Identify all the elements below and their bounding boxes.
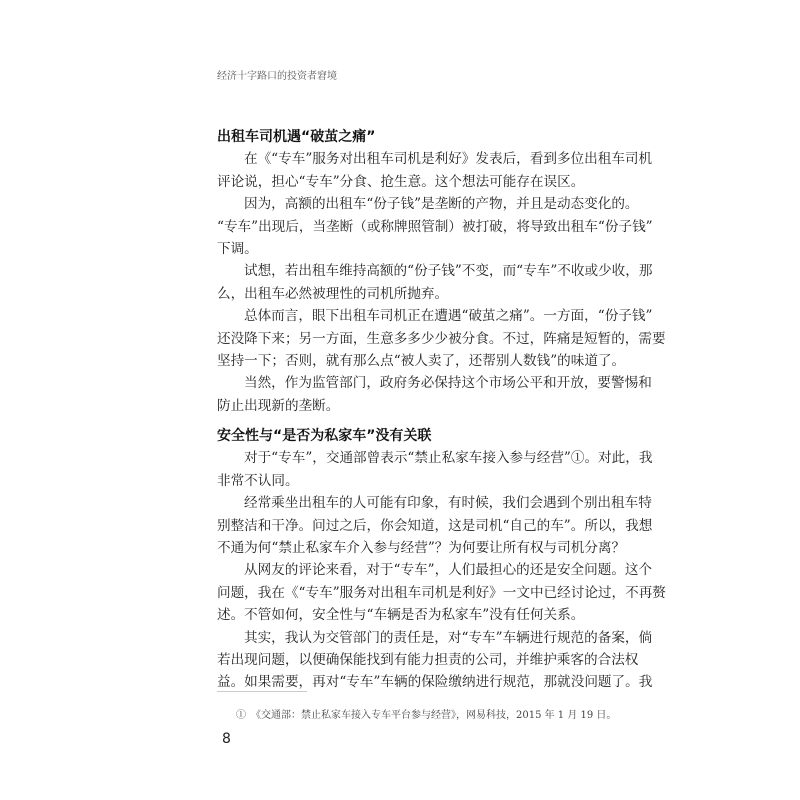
paragraph-line: 述。不管如何，安全性与“车辆是否为私家车”没有任何关系。 (217, 607, 585, 624)
paragraph-line: 经常乘坐出租车的人可能有印象，有时候，我们会遇到个别出租车特 (244, 495, 652, 512)
paragraph-line: 益。如果需要，再对“专车”车辆的保险缴纳进行规范，那就没问题了。我 (217, 674, 653, 691)
paragraph-line: 在《“专车”服务对出租车司机是利好》发表后，看到多位出租车司机 (244, 151, 653, 168)
paragraph-line: 问题，我在《“专车”服务对出租车司机是利好》一文中已经讨论过，不再赘 (217, 584, 666, 601)
paragraph-line: 坚持一下；否则，就有那么点“被人卖了，还帮别人数钱”的味道了。 (217, 352, 626, 369)
paragraph-line: 还没降下来；另一方面，生意多多少少被分食。不过，阵痛是短暂的，需要 (217, 330, 666, 347)
paragraph-line: 当然，作为监管部门，政府务必保持这个市场公平和开放，要警惕和 (244, 375, 652, 392)
paragraph-line: 非常不认同。 (217, 472, 299, 489)
paragraph-line: 对于“专车”，交通部曾表示“禁止私家车接入参与经营”①。对此，我 (244, 450, 653, 467)
paragraph-line: 评论说，担心“专车”分食、抢生意。这个想法可能存在误区。 (217, 173, 585, 190)
page-number: 8 (222, 731, 231, 747)
paragraph-line: 总体而言，眼下出租车司机正在遭遇“破茧之痛”。一方面，“份子钱” (244, 308, 653, 325)
paragraph-line: “专车”出现后，当垄断（或称牌照管制）被打破，将导致出租车“份子钱” (217, 218, 653, 235)
paragraph-line: 因为，高额的出租车“份子钱”是垄断的产物，并且是动态变化的。 (244, 196, 639, 213)
paragraph-line: 其实，我认为交管部门的责任是，对“专车”车辆进行规范的备案，倘 (244, 629, 653, 646)
section-heading: 安全性与“是否为私家车”没有关联 (217, 428, 432, 445)
paragraph-line: 不通为何“禁止私家车介入参与经营”？为何要让所有权与司机分离？ (217, 540, 626, 557)
paragraph-line: 若出现问题，以便确保能找到有能力担责的公司，并维护乘客的合法权 (217, 651, 639, 668)
footnote-divider (217, 691, 307, 692)
running-head: 经济十字路口的投资者窘境 (217, 71, 337, 82)
paragraph-line: 下调。 (217, 240, 258, 257)
page-body (217, 126, 666, 694)
paragraph-line: 从网友的评论来看，对于“专车”，人们最担心的还是安全问题。这个 (244, 562, 653, 579)
section-heading: 出租车司机遇“破茧之痛” (217, 129, 376, 145)
paragraph-line: 防止出现新的垄断。 (217, 397, 340, 414)
paragraph-line: 试想，若出租车维持高额的“份子钱”不变，而“专车”不收或少收，那 (244, 263, 653, 280)
paragraph-line: 别整洁和干净。问过之后，你会知道，这是司机“自己的车”。所以，我想 (217, 517, 653, 534)
paragraph-line: 么，出租车必然被理性的司机所抛弃。 (217, 285, 449, 302)
footnote: ① 《交通部：禁止私家车接入专车平台参与经营》，网易科技，2015 年 1 月 19 日。 (236, 710, 617, 721)
